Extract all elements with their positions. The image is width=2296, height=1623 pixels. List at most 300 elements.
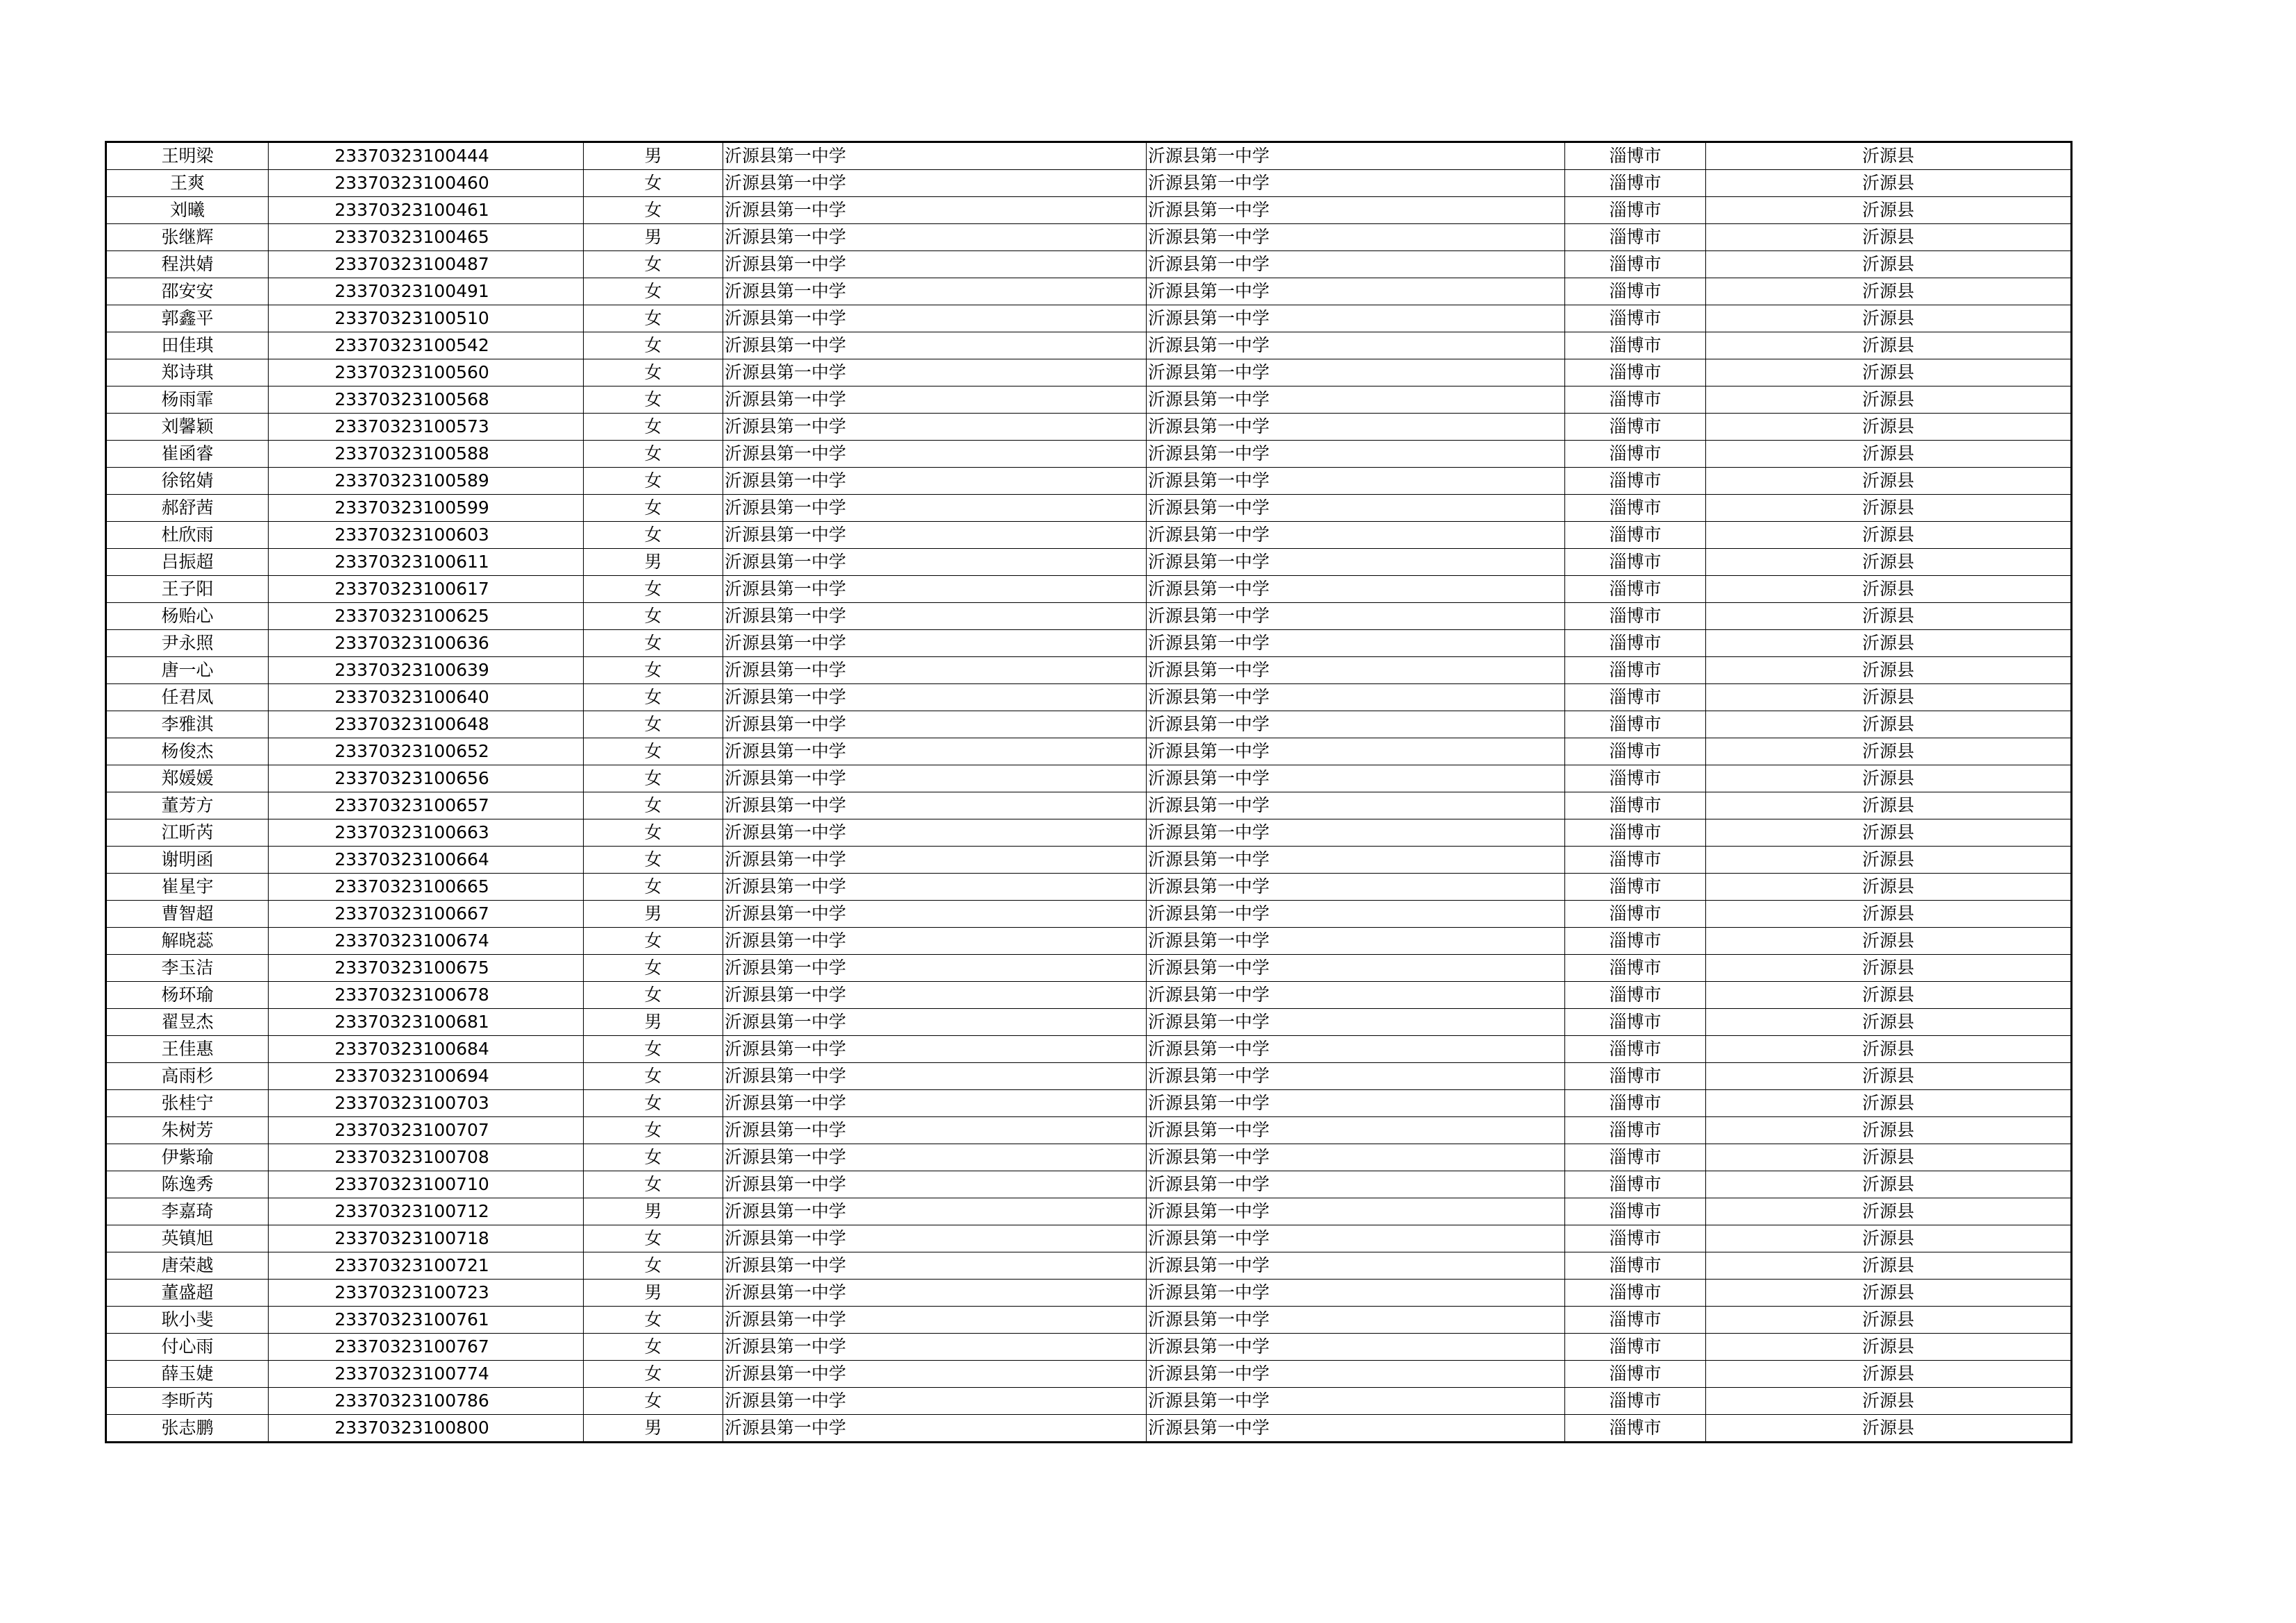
- exam-id-cell: 23370323100656: [269, 765, 584, 792]
- school-cell: 沂源县第一中学: [723, 278, 1147, 305]
- table-row: [106, 1171, 2072, 1198]
- registered-school-cell: 沂源县第一中学: [1147, 1361, 1565, 1388]
- table-row: [106, 1225, 2072, 1252]
- city-cell: 淄博市: [1565, 603, 1706, 630]
- student-name-cell: 唐荣越: [106, 1252, 269, 1280]
- exam-id-cell: 23370323100708: [269, 1144, 584, 1171]
- student-name-cell: 李嘉琦: [106, 1198, 269, 1225]
- city-cell: 淄博市: [1565, 630, 1706, 657]
- county-cell: 沂源县: [1706, 1361, 2072, 1388]
- school-cell: 沂源县第一中学: [723, 495, 1147, 522]
- city-cell: 淄博市: [1565, 278, 1706, 305]
- student-name-cell: 郭鑫平: [106, 305, 269, 332]
- registered-school-cell: 沂源县第一中学: [1147, 1117, 1565, 1144]
- exam-id-cell: 23370323100542: [269, 332, 584, 359]
- student-name-cell: 高雨杉: [106, 1063, 269, 1090]
- county-cell: 沂源县: [1706, 522, 2072, 549]
- gender-cell: 女: [584, 197, 723, 224]
- school-cell: 沂源县第一中学: [723, 1063, 1147, 1090]
- registered-school-cell: 沂源县第一中学: [1147, 711, 1565, 738]
- city-cell: 淄博市: [1565, 197, 1706, 224]
- gender-cell: 女: [584, 1361, 723, 1388]
- gender-cell: 女: [584, 1225, 723, 1252]
- gender-cell: 女: [584, 874, 723, 901]
- city-cell: 淄博市: [1565, 251, 1706, 278]
- exam-id-cell: 23370323100667: [269, 901, 584, 928]
- registered-school-cell: 沂源县第一中学: [1147, 1252, 1565, 1280]
- county-cell: 沂源县: [1706, 197, 2072, 224]
- student-name-cell: 英镇旭: [106, 1225, 269, 1252]
- exam-id-cell: 23370323100589: [269, 468, 584, 495]
- table-row: [106, 1415, 2072, 1443]
- table-row: [106, 738, 2072, 765]
- exam-id-cell: 23370323100684: [269, 1036, 584, 1063]
- city-cell: 淄博市: [1565, 928, 1706, 955]
- city-cell: 淄博市: [1565, 901, 1706, 928]
- county-cell: 沂源县: [1706, 495, 2072, 522]
- student-name-cell: 杜欣雨: [106, 522, 269, 549]
- student-name-cell: 郑诗琪: [106, 359, 269, 386]
- exam-id-cell: 23370323100640: [269, 684, 584, 711]
- table-row: [106, 603, 2072, 630]
- exam-id-cell: 23370323100617: [269, 576, 584, 603]
- exam-id-cell: 23370323100786: [269, 1388, 584, 1415]
- student-name-cell: 程洪婧: [106, 251, 269, 278]
- exam-id-cell: 23370323100465: [269, 224, 584, 251]
- student-name-cell: 付心雨: [106, 1334, 269, 1361]
- exam-id-cell: 23370323100665: [269, 874, 584, 901]
- registered-school-cell: 沂源县第一中学: [1147, 819, 1565, 847]
- school-cell: 沂源县第一中学: [723, 738, 1147, 765]
- county-cell: 沂源县: [1706, 1198, 2072, 1225]
- city-cell: 淄博市: [1565, 1252, 1706, 1280]
- table-row: [106, 332, 2072, 359]
- city-cell: 淄博市: [1565, 1388, 1706, 1415]
- table-row: [106, 1307, 2072, 1334]
- county-cell: 沂源县: [1706, 1063, 2072, 1090]
- gender-cell: 男: [584, 1415, 723, 1443]
- table-row: [106, 1036, 2072, 1063]
- school-cell: 沂源县第一中学: [723, 359, 1147, 386]
- registered-school-cell: 沂源县第一中学: [1147, 576, 1565, 603]
- gender-cell: 女: [584, 765, 723, 792]
- student-name-cell: 王佳惠: [106, 1036, 269, 1063]
- county-cell: 沂源县: [1706, 657, 2072, 684]
- registered-school-cell: 沂源县第一中学: [1147, 441, 1565, 468]
- table-row: [106, 847, 2072, 874]
- table-row: [106, 251, 2072, 278]
- school-cell: 沂源县第一中学: [723, 792, 1147, 819]
- exam-id-cell: 23370323100573: [269, 414, 584, 441]
- school-cell: 沂源县第一中学: [723, 1198, 1147, 1225]
- city-cell: 淄博市: [1565, 386, 1706, 414]
- table-row: [106, 901, 2072, 928]
- table-row: [106, 657, 2072, 684]
- school-cell: 沂源县第一中学: [723, 332, 1147, 359]
- county-cell: 沂源县: [1706, 251, 2072, 278]
- city-cell: 淄博市: [1565, 305, 1706, 332]
- table-row: [106, 1361, 2072, 1388]
- registered-school-cell: 沂源县第一中学: [1147, 1307, 1565, 1334]
- table-row: [106, 359, 2072, 386]
- registered-school-cell: 沂源县第一中学: [1147, 522, 1565, 549]
- county-cell: 沂源县: [1706, 738, 2072, 765]
- school-cell: 沂源县第一中学: [723, 1252, 1147, 1280]
- gender-cell: 女: [584, 576, 723, 603]
- school-cell: 沂源县第一中学: [723, 305, 1147, 332]
- school-cell: 沂源县第一中学: [723, 549, 1147, 576]
- student-name-cell: 伊紫瑜: [106, 1144, 269, 1171]
- county-cell: 沂源县: [1706, 955, 2072, 982]
- gender-cell: 女: [584, 1036, 723, 1063]
- registered-school-cell: 沂源县第一中学: [1147, 386, 1565, 414]
- student-name-cell: 董芳方: [106, 792, 269, 819]
- exam-id-cell: 23370323100491: [269, 278, 584, 305]
- exam-id-cell: 23370323100461: [269, 197, 584, 224]
- registered-school-cell: 沂源县第一中学: [1147, 657, 1565, 684]
- school-cell: 沂源县第一中学: [723, 603, 1147, 630]
- city-cell: 淄博市: [1565, 576, 1706, 603]
- gender-cell: 女: [584, 468, 723, 495]
- student-table: [105, 141, 2073, 1443]
- county-cell: 沂源县: [1706, 1415, 2072, 1443]
- county-cell: 沂源县: [1706, 1090, 2072, 1117]
- school-cell: 沂源县第一中学: [723, 1388, 1147, 1415]
- registered-school-cell: 沂源县第一中学: [1147, 1171, 1565, 1198]
- city-cell: 淄博市: [1565, 819, 1706, 847]
- city-cell: 淄博市: [1565, 1036, 1706, 1063]
- school-cell: 沂源县第一中学: [723, 1225, 1147, 1252]
- student-name-cell: 王爽: [106, 170, 269, 197]
- table-row: [106, 1388, 2072, 1415]
- exam-id-cell: 23370323100636: [269, 630, 584, 657]
- student-name-cell: 杨贻心: [106, 603, 269, 630]
- county-cell: 沂源县: [1706, 332, 2072, 359]
- table-row: [106, 1252, 2072, 1280]
- county-cell: 沂源县: [1706, 711, 2072, 738]
- exam-id-cell: 23370323100652: [269, 738, 584, 765]
- school-cell: 沂源县第一中学: [723, 1171, 1147, 1198]
- exam-id-cell: 23370323100487: [269, 251, 584, 278]
- city-cell: 淄博市: [1565, 711, 1706, 738]
- student-name-cell: 郑媛媛: [106, 765, 269, 792]
- table-row: [106, 1117, 2072, 1144]
- registered-school-cell: 沂源县第一中学: [1147, 549, 1565, 576]
- gender-cell: 男: [584, 1280, 723, 1307]
- school-cell: 沂源县第一中学: [723, 1144, 1147, 1171]
- registered-school-cell: 沂源县第一中学: [1147, 630, 1565, 657]
- student-name-cell: 张继辉: [106, 224, 269, 251]
- county-cell: 沂源县: [1706, 359, 2072, 386]
- exam-id-cell: 23370323100603: [269, 522, 584, 549]
- exam-id-cell: 23370323100723: [269, 1280, 584, 1307]
- exam-id-cell: 23370323100710: [269, 1171, 584, 1198]
- registered-school-cell: 沂源县第一中学: [1147, 1225, 1565, 1252]
- gender-cell: 女: [584, 522, 723, 549]
- city-cell: 淄博市: [1565, 1415, 1706, 1443]
- table-row: [106, 792, 2072, 819]
- exam-id-cell: 23370323100774: [269, 1361, 584, 1388]
- student-name-cell: 崔函睿: [106, 441, 269, 468]
- student-name-cell: 曹智超: [106, 901, 269, 928]
- student-name-cell: 李昕芮: [106, 1388, 269, 1415]
- school-cell: 沂源县第一中学: [723, 1280, 1147, 1307]
- student-name-cell: 张志鹏: [106, 1415, 269, 1443]
- student-name-cell: 田佳琪: [106, 332, 269, 359]
- school-cell: 沂源县第一中学: [723, 765, 1147, 792]
- student-name-cell: 陈逸秀: [106, 1171, 269, 1198]
- school-cell: 沂源县第一中学: [723, 955, 1147, 982]
- city-cell: 淄博市: [1565, 1307, 1706, 1334]
- county-cell: 沂源县: [1706, 1252, 2072, 1280]
- gender-cell: 女: [584, 278, 723, 305]
- county-cell: 沂源县: [1706, 603, 2072, 630]
- city-cell: 淄博市: [1565, 738, 1706, 765]
- exam-id-cell: 23370323100718: [269, 1225, 584, 1252]
- city-cell: 淄博市: [1565, 224, 1706, 251]
- student-name-cell: 崔星宇: [106, 874, 269, 901]
- school-cell: 沂源县第一中学: [723, 874, 1147, 901]
- county-cell: 沂源县: [1706, 847, 2072, 874]
- registered-school-cell: 沂源县第一中学: [1147, 142, 1565, 170]
- student-name-cell: 董盛超: [106, 1280, 269, 1307]
- school-cell: 沂源县第一中学: [723, 522, 1147, 549]
- exam-id-cell: 23370323100625: [269, 603, 584, 630]
- city-cell: 淄博市: [1565, 414, 1706, 441]
- school-cell: 沂源县第一中学: [723, 1307, 1147, 1334]
- school-cell: 沂源县第一中学: [723, 576, 1147, 603]
- county-cell: 沂源县: [1706, 1225, 2072, 1252]
- table-row: [106, 684, 2072, 711]
- city-cell: 淄博市: [1565, 495, 1706, 522]
- exam-id-cell: 23370323100648: [269, 711, 584, 738]
- city-cell: 淄博市: [1565, 684, 1706, 711]
- table-row: [106, 197, 2072, 224]
- city-cell: 淄博市: [1565, 522, 1706, 549]
- city-cell: 淄博市: [1565, 1334, 1706, 1361]
- table-row: [106, 549, 2072, 576]
- student-name-cell: 李雅淇: [106, 711, 269, 738]
- exam-id-cell: 23370323100510: [269, 305, 584, 332]
- exam-id-cell: 23370323100639: [269, 657, 584, 684]
- city-cell: 淄博市: [1565, 170, 1706, 197]
- county-cell: 沂源县: [1706, 278, 2072, 305]
- city-cell: 淄博市: [1565, 982, 1706, 1009]
- exam-id-cell: 23370323100657: [269, 792, 584, 819]
- city-cell: 淄博市: [1565, 765, 1706, 792]
- gender-cell: 女: [584, 386, 723, 414]
- table-row: [106, 224, 2072, 251]
- exam-id-cell: 23370323100721: [269, 1252, 584, 1280]
- gender-cell: 女: [584, 630, 723, 657]
- exam-id-cell: 23370323100703: [269, 1090, 584, 1117]
- student-name-cell: 王子阳: [106, 576, 269, 603]
- gender-cell: 男: [584, 224, 723, 251]
- gender-cell: 女: [584, 1090, 723, 1117]
- student-name-cell: 尹永照: [106, 630, 269, 657]
- city-cell: 淄博市: [1565, 874, 1706, 901]
- gender-cell: 女: [584, 1307, 723, 1334]
- county-cell: 沂源县: [1706, 170, 2072, 197]
- table-row: [106, 468, 2072, 495]
- student-name-cell: 谢明函: [106, 847, 269, 874]
- school-cell: 沂源县第一中学: [723, 197, 1147, 224]
- county-cell: 沂源县: [1706, 468, 2072, 495]
- school-cell: 沂源县第一中学: [723, 982, 1147, 1009]
- city-cell: 淄博市: [1565, 549, 1706, 576]
- student-name-cell: 郝舒茜: [106, 495, 269, 522]
- gender-cell: 男: [584, 901, 723, 928]
- gender-cell: 女: [584, 819, 723, 847]
- school-cell: 沂源县第一中学: [723, 414, 1147, 441]
- school-cell: 沂源县第一中学: [723, 928, 1147, 955]
- table-row: [106, 170, 2072, 197]
- registered-school-cell: 沂源县第一中学: [1147, 1090, 1565, 1117]
- gender-cell: 男: [584, 549, 723, 576]
- county-cell: 沂源县: [1706, 1307, 2072, 1334]
- city-cell: 淄博市: [1565, 847, 1706, 874]
- table-row: [106, 414, 2072, 441]
- city-cell: 淄博市: [1565, 1225, 1706, 1252]
- registered-school-cell: 沂源县第一中学: [1147, 224, 1565, 251]
- school-cell: 沂源县第一中学: [723, 1334, 1147, 1361]
- registered-school-cell: 沂源县第一中学: [1147, 1280, 1565, 1307]
- registered-school-cell: 沂源县第一中学: [1147, 1388, 1565, 1415]
- gender-cell: 女: [584, 251, 723, 278]
- exam-id-cell: 23370323100664: [269, 847, 584, 874]
- registered-school-cell: 沂源县第一中学: [1147, 1334, 1565, 1361]
- county-cell: 沂源县: [1706, 441, 2072, 468]
- registered-school-cell: 沂源县第一中学: [1147, 1198, 1565, 1225]
- county-cell: 沂源县: [1706, 1280, 2072, 1307]
- city-cell: 淄博市: [1565, 441, 1706, 468]
- gender-cell: 女: [584, 170, 723, 197]
- student-name-cell: 徐铭婧: [106, 468, 269, 495]
- county-cell: 沂源县: [1706, 928, 2072, 955]
- county-cell: 沂源县: [1706, 305, 2072, 332]
- table-row: [106, 874, 2072, 901]
- gender-cell: 女: [584, 1252, 723, 1280]
- school-cell: 沂源县第一中学: [723, 847, 1147, 874]
- table-row: [106, 441, 2072, 468]
- student-name-cell: 耿小斐: [106, 1307, 269, 1334]
- table-row: [106, 576, 2072, 603]
- registered-school-cell: 沂源县第一中学: [1147, 359, 1565, 386]
- gender-cell: 女: [584, 359, 723, 386]
- gender-cell: 女: [584, 1334, 723, 1361]
- gender-cell: 男: [584, 1009, 723, 1036]
- gender-cell: 女: [584, 1063, 723, 1090]
- gender-cell: 男: [584, 142, 723, 170]
- gender-cell: 女: [584, 955, 723, 982]
- table-row: [106, 630, 2072, 657]
- registered-school-cell: 沂源县第一中学: [1147, 792, 1565, 819]
- exam-id-cell: 23370323100611: [269, 549, 584, 576]
- student-name-cell: 薛玉婕: [106, 1361, 269, 1388]
- city-cell: 淄博市: [1565, 1198, 1706, 1225]
- exam-id-cell: 23370323100568: [269, 386, 584, 414]
- gender-cell: 女: [584, 603, 723, 630]
- city-cell: 淄博市: [1565, 1280, 1706, 1307]
- registered-school-cell: 沂源县第一中学: [1147, 1415, 1565, 1443]
- registered-school-cell: 沂源县第一中学: [1147, 765, 1565, 792]
- table-body: [106, 142, 2072, 1443]
- school-cell: 沂源县第一中学: [723, 901, 1147, 928]
- registered-school-cell: 沂源县第一中学: [1147, 251, 1565, 278]
- student-name-cell: 唐一心: [106, 657, 269, 684]
- school-cell: 沂源县第一中学: [723, 1036, 1147, 1063]
- school-cell: 沂源县第一中学: [723, 441, 1147, 468]
- exam-id-cell: 23370323100560: [269, 359, 584, 386]
- registered-school-cell: 沂源县第一中学: [1147, 603, 1565, 630]
- registered-school-cell: 沂源县第一中学: [1147, 901, 1565, 928]
- registered-school-cell: 沂源县第一中学: [1147, 414, 1565, 441]
- student-name-cell: 李玉洁: [106, 955, 269, 982]
- student-name-cell: 王明梁: [106, 142, 269, 170]
- student-name-cell: 杨环瑜: [106, 982, 269, 1009]
- gender-cell: 女: [584, 928, 723, 955]
- registered-school-cell: 沂源县第一中学: [1147, 928, 1565, 955]
- exam-id-cell: 23370323100681: [269, 1009, 584, 1036]
- gender-cell: 女: [584, 1117, 723, 1144]
- county-cell: 沂源县: [1706, 1117, 2072, 1144]
- city-cell: 淄博市: [1565, 1144, 1706, 1171]
- gender-cell: 女: [584, 305, 723, 332]
- student-name-cell: 江昕芮: [106, 819, 269, 847]
- school-cell: 沂源县第一中学: [723, 170, 1147, 197]
- county-cell: 沂源县: [1706, 1036, 2072, 1063]
- school-cell: 沂源县第一中学: [723, 657, 1147, 684]
- registered-school-cell: 沂源县第一中学: [1147, 874, 1565, 901]
- registered-school-cell: 沂源县第一中学: [1147, 278, 1565, 305]
- school-cell: 沂源县第一中学: [723, 1415, 1147, 1443]
- registered-school-cell: 沂源县第一中学: [1147, 955, 1565, 982]
- exam-id-cell: 23370323100800: [269, 1415, 584, 1443]
- table-row: [106, 142, 2072, 170]
- student-name-cell: 刘馨颖: [106, 414, 269, 441]
- exam-id-cell: 23370323100588: [269, 441, 584, 468]
- gender-cell: 女: [584, 792, 723, 819]
- city-cell: 淄博市: [1565, 1361, 1706, 1388]
- county-cell: 沂源县: [1706, 549, 2072, 576]
- table-row: [106, 982, 2072, 1009]
- county-cell: 沂源县: [1706, 684, 2072, 711]
- registered-school-cell: 沂源县第一中学: [1147, 1036, 1565, 1063]
- gender-cell: 女: [584, 982, 723, 1009]
- student-name-cell: 刘曦: [106, 197, 269, 224]
- exam-id-cell: 23370323100460: [269, 170, 584, 197]
- gender-cell: 女: [584, 332, 723, 359]
- table-row: [106, 819, 2072, 847]
- school-cell: 沂源县第一中学: [723, 684, 1147, 711]
- table-row: [106, 928, 2072, 955]
- school-cell: 沂源县第一中学: [723, 1361, 1147, 1388]
- gender-cell: 女: [584, 441, 723, 468]
- school-cell: 沂源县第一中学: [723, 142, 1147, 170]
- exam-id-cell: 23370323100767: [269, 1334, 584, 1361]
- table-row: [106, 1198, 2072, 1225]
- gender-cell: 女: [584, 1171, 723, 1198]
- school-cell: 沂源县第一中学: [723, 386, 1147, 414]
- student-name-cell: 杨俊杰: [106, 738, 269, 765]
- table-row: [106, 1280, 2072, 1307]
- registered-school-cell: 沂源县第一中学: [1147, 1144, 1565, 1171]
- county-cell: 沂源县: [1706, 224, 2072, 251]
- registered-school-cell: 沂源县第一中学: [1147, 847, 1565, 874]
- city-cell: 淄博市: [1565, 468, 1706, 495]
- county-cell: 沂源县: [1706, 1144, 2072, 1171]
- city-cell: 淄博市: [1565, 1009, 1706, 1036]
